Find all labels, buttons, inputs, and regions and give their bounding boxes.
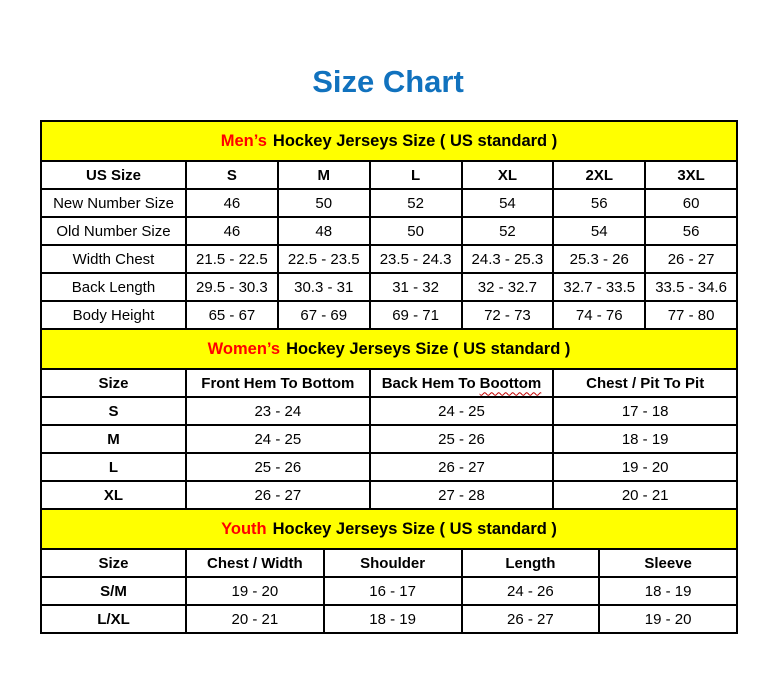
row-label: L — [42, 454, 185, 480]
womens-column-header-row — [42, 370, 736, 396]
size-value-cell: 19 - 20 — [554, 454, 736, 480]
column-header: Size — [42, 550, 185, 576]
size-value-cell: 25.3 - 26 — [554, 246, 644, 272]
size-value-cell: 56 — [554, 190, 644, 216]
row-label: S — [42, 398, 185, 424]
size-value-cell: 19 - 20 — [187, 578, 323, 604]
size-value-cell: 32 - 32.7 — [463, 274, 553, 300]
row-label: M — [42, 426, 185, 452]
table-row — [42, 426, 736, 452]
column-header: L — [371, 162, 461, 188]
size-value-cell: 26 - 27 — [463, 606, 599, 632]
mens-accent-word: Men’s — [220, 131, 267, 150]
size-value-cell: 33.5 - 34.6 — [646, 274, 736, 300]
size-value-cell: 29.5 - 30.3 — [187, 274, 277, 300]
mens-column-header-row — [42, 162, 736, 188]
row-label: Back Length — [42, 274, 185, 300]
size-value-cell: 25 - 26 — [187, 454, 369, 480]
size-value-cell: 46 — [187, 190, 277, 216]
size-value-cell: 24 - 26 — [463, 578, 599, 604]
row-label: Width Chest — [42, 246, 185, 272]
size-value-cell: 46 — [187, 218, 277, 244]
row-label: Old Number Size — [42, 218, 185, 244]
row-label: New Number Size — [42, 190, 185, 216]
size-value-cell: 60 — [646, 190, 736, 216]
table-row — [42, 190, 736, 216]
womens-accent-word: Women’s — [207, 339, 281, 358]
size-value-cell: 56 — [646, 218, 736, 244]
size-chart-table — [40, 120, 738, 634]
size-value-cell: 20 - 21 — [187, 606, 323, 632]
table-row — [42, 246, 736, 272]
row-label: S/M — [42, 578, 185, 604]
size-value-cell: 23 - 24 — [187, 398, 369, 424]
size-value-cell: 52 — [463, 218, 553, 244]
row-label: XL — [42, 482, 185, 508]
size-value-cell: 21.5 - 22.5 — [187, 246, 277, 272]
size-value-cell: 24 - 25 — [187, 426, 369, 452]
mens-band-text: Hockey Jerseys Size ( US standard ) — [272, 131, 558, 150]
size-value-cell: 26 - 27 — [646, 246, 736, 272]
size-value-cell: 48 — [279, 218, 369, 244]
size-value-cell: 30.3 - 31 — [279, 274, 369, 300]
table-row — [42, 274, 736, 300]
size-value-cell: 50 — [371, 218, 461, 244]
size-value-cell: 27 - 28 — [371, 482, 553, 508]
table-row — [42, 302, 736, 328]
youth-section-band — [42, 510, 736, 548]
mens-section-band — [42, 122, 736, 160]
size-value-cell: 69 - 71 — [371, 302, 461, 328]
column-header: Front Hem To Bottom — [187, 370, 369, 396]
table-row — [42, 218, 736, 244]
size-value-cell: 25 - 26 — [371, 426, 553, 452]
size-value-cell: 19 - 20 — [600, 606, 736, 632]
column-header: Shoulder — [325, 550, 461, 576]
table-row — [42, 398, 736, 424]
column-header-misspelled — [371, 370, 553, 396]
table-row — [42, 606, 736, 632]
womens-band-text: Hockey Jerseys Size ( US standard ) — [286, 339, 571, 358]
size-value-cell: 24.3 - 25.3 — [463, 246, 553, 272]
size-value-cell: 54 — [463, 190, 553, 216]
page-title: Size Chart — [312, 64, 464, 99]
size-value-cell: 72 - 73 — [463, 302, 553, 328]
column-header: M — [279, 162, 369, 188]
size-value-cell: 20 - 21 — [554, 482, 736, 508]
size-value-cell: 18 - 19 — [600, 578, 736, 604]
size-value-cell: 23.5 - 24.3 — [371, 246, 461, 272]
column-header: US Size — [42, 162, 185, 188]
column-header: 3XL — [646, 162, 736, 188]
size-value-cell: 17 - 18 — [554, 398, 736, 424]
size-value-cell: 24 - 25 — [371, 398, 553, 424]
table-row — [42, 578, 736, 604]
column-header: XL — [463, 162, 553, 188]
size-value-cell: 52 — [371, 190, 461, 216]
size-value-cell: 77 - 80 — [646, 302, 736, 328]
table-row — [42, 482, 736, 508]
size-value-cell: 65 - 67 — [187, 302, 277, 328]
size-value-cell: 67 - 69 — [279, 302, 369, 328]
size-value-cell: 31 - 32 — [371, 274, 461, 300]
size-value-cell: 18 - 19 — [554, 426, 736, 452]
size-value-cell: 50 — [279, 190, 369, 216]
column-header: Chest / Width — [187, 550, 323, 576]
column-header: S — [187, 162, 277, 188]
size-value-cell: 26 - 27 — [371, 454, 553, 480]
column-header: Size — [42, 370, 185, 396]
column-header: Chest / Pit To Pit — [554, 370, 736, 396]
size-value-cell: 22.5 - 23.5 — [279, 246, 369, 272]
size-value-cell: 54 — [554, 218, 644, 244]
youth-band-text: Hockey Jerseys Size ( US standard ) — [272, 519, 557, 538]
youth-accent-word: Youth — [221, 519, 267, 538]
size-value-cell: 32.7 - 33.5 — [554, 274, 644, 300]
row-label: L/XL — [42, 606, 185, 632]
column-header: Sleeve — [600, 550, 736, 576]
size-value-cell: 16 - 17 — [325, 578, 461, 604]
youth-column-header-row — [42, 550, 736, 576]
table-row — [42, 454, 736, 480]
row-label: Body Height — [42, 302, 185, 328]
size-value-cell: 26 - 27 — [187, 482, 369, 508]
misspelled-word: Boottom — [479, 374, 542, 392]
column-header: Length — [463, 550, 599, 576]
column-header: 2XL — [554, 162, 644, 188]
size-value-cell: 74 - 76 — [554, 302, 644, 328]
size-value-cell: 18 - 19 — [325, 606, 461, 632]
womens-section-band — [42, 330, 736, 368]
column-header-prefix: Back Hem To — [381, 374, 476, 392]
